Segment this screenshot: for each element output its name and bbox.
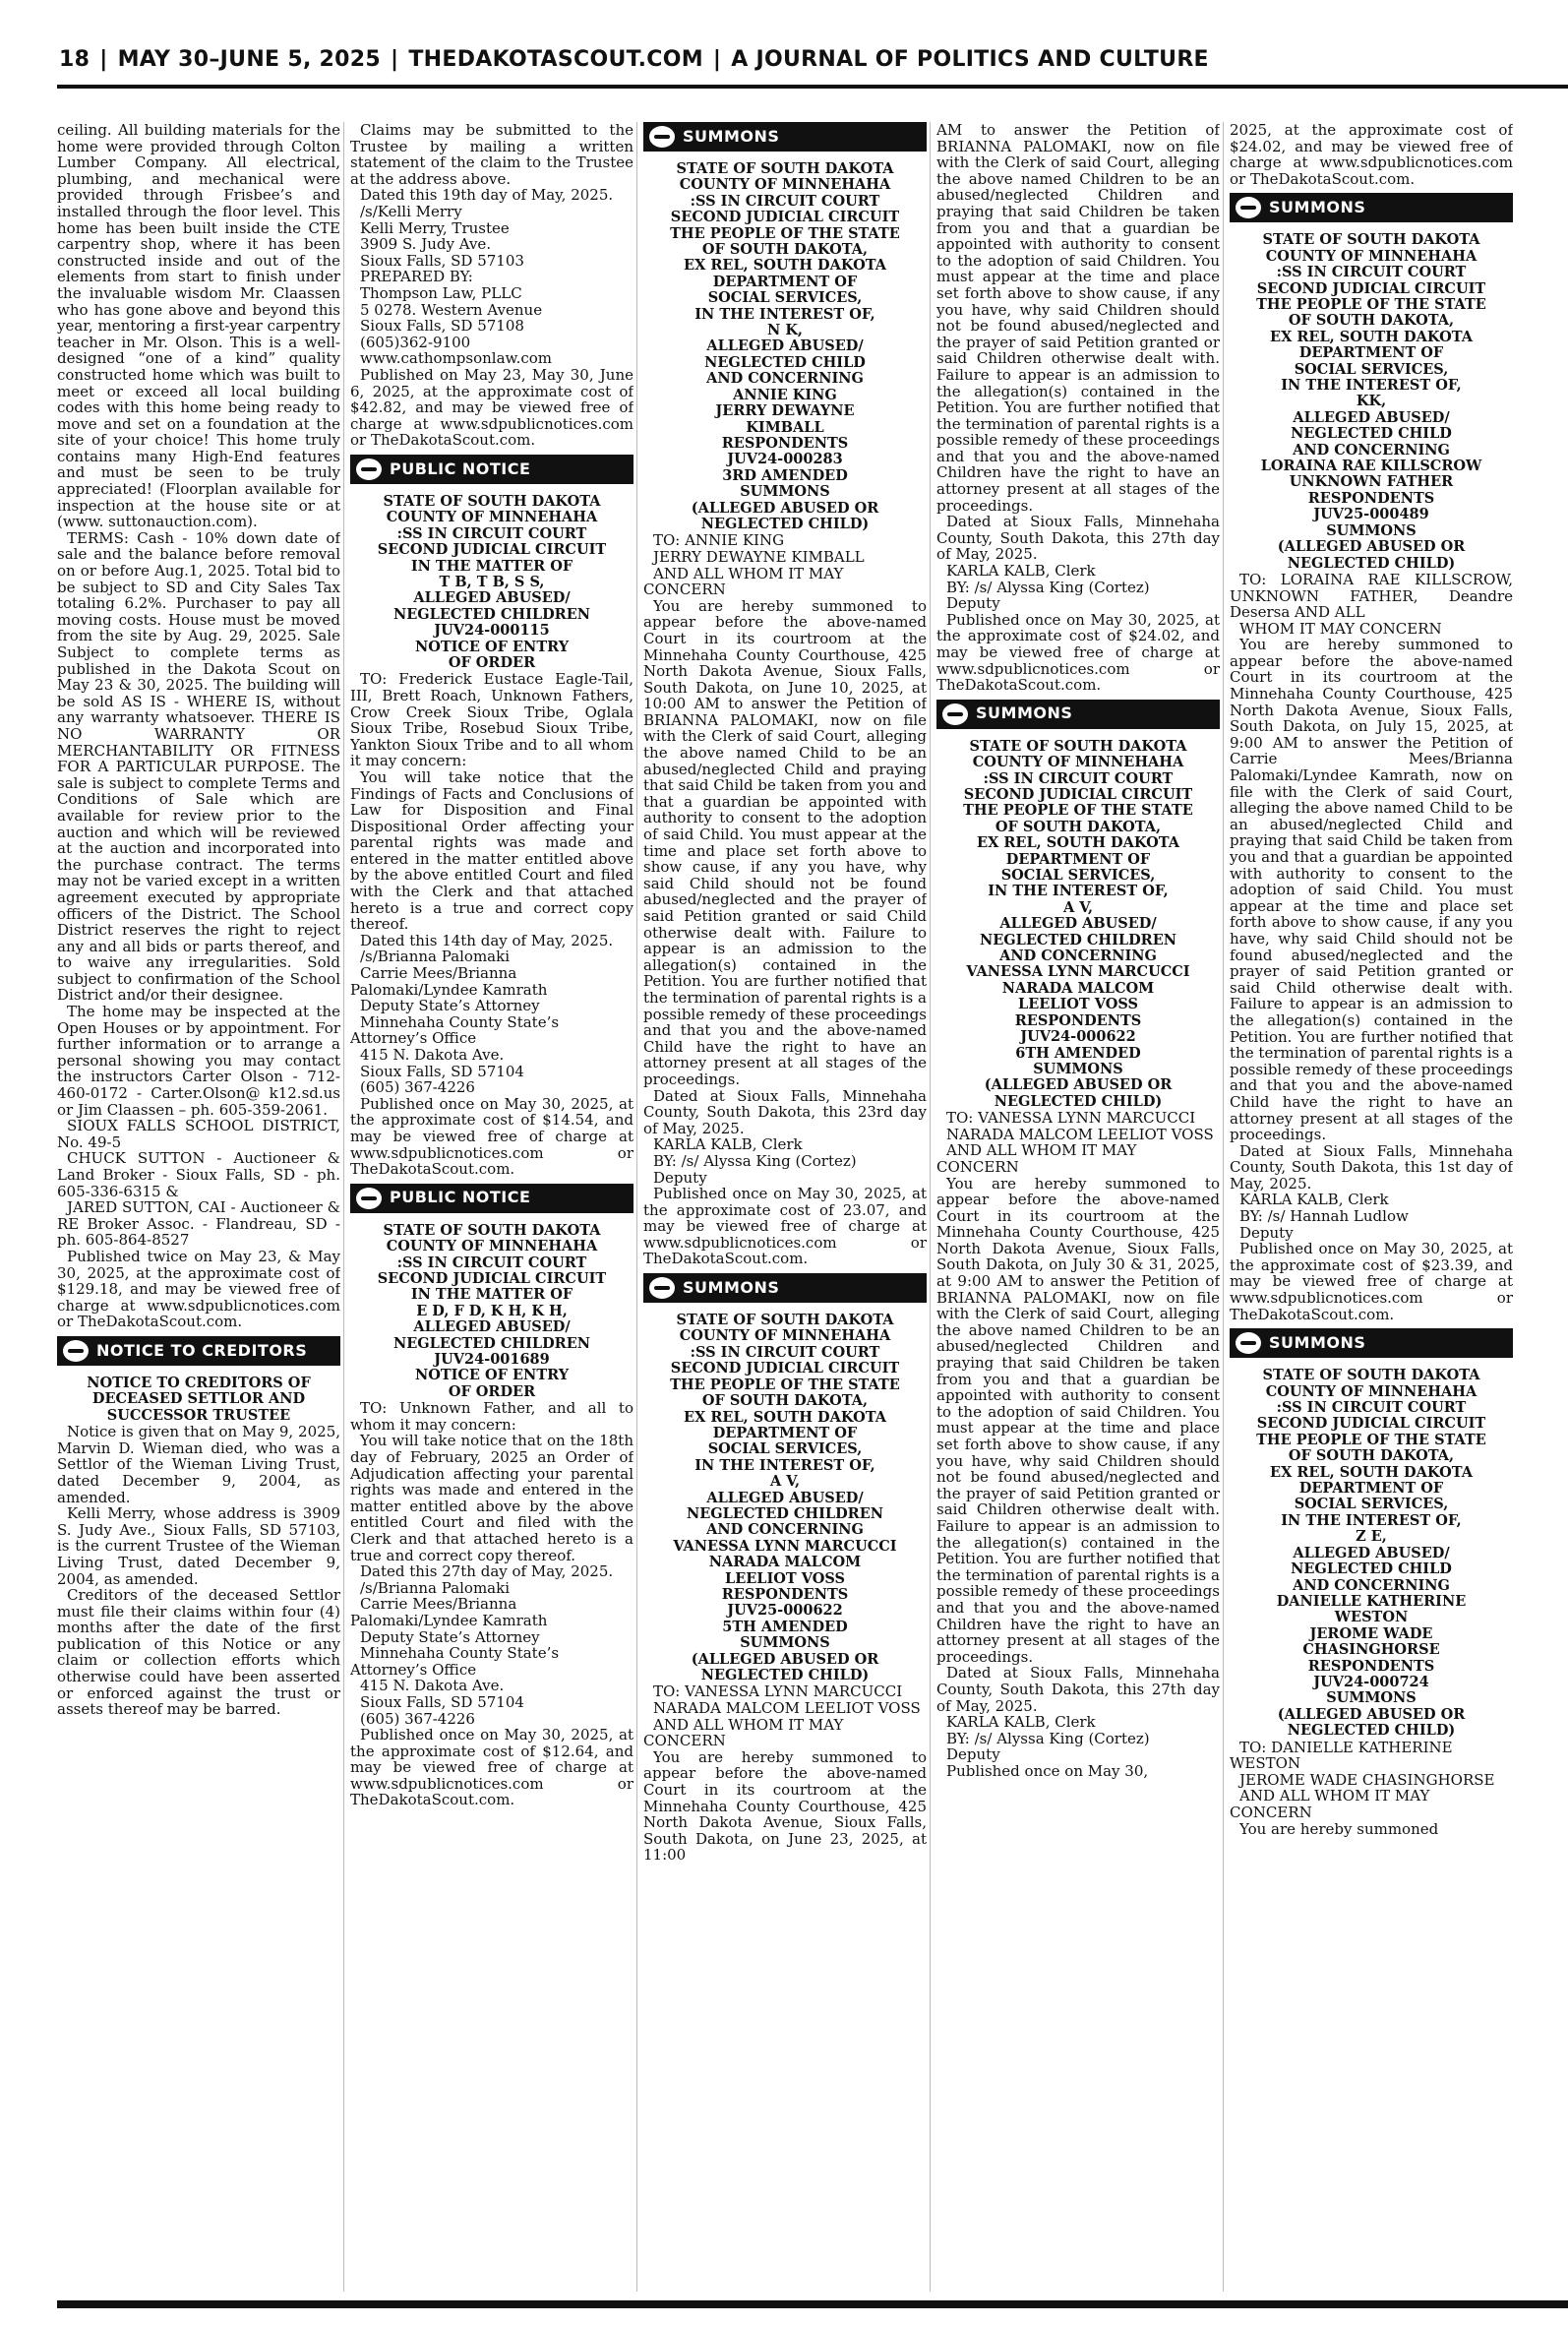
notice-paragraph: JARED SUTTON, CAI - Auctioneer & RE Broker Assoc. - Flandreau, SD - ph. 605-864-8527: [57, 1198, 340, 1250]
notice-heading: RESPONDENTS: [1307, 489, 1435, 507]
notice-heading: AND CONCERNING: [706, 1521, 864, 1539]
notice-line: TO: VANESSA LYNN MARCUCCI: [653, 1683, 903, 1701]
header-rule: [57, 85, 1568, 89]
notice-line: 5 0278. Western Avenue: [360, 300, 543, 319]
notice-heading: DEPARTMENT OF: [712, 1424, 858, 1441]
notice-line: (605) 367-4226: [360, 1709, 475, 1728]
notice-heading: STATE OF SOUTH DAKOTA: [383, 492, 601, 510]
notice-heading: THE PEOPLE OF THE STATE: [963, 802, 1193, 820]
notice-paragraph: AM to answer the Petition of BRIANNA PALOMAKI, now on file with the Clerk of said Court, alleging the above named Children to be an abused/neglected Children and praying that said Children be taken from you and that a guardian be appointed with authority to consent to the adoption of said Children. You must appear at the time and place set forth above to show cause, if any you have, why said Children should not be found abused/neglected and the prayer of said Petition granted or said Children otherwise dealt with. Failure to appear is an admission to the allegation(s) contained in the Petition. You are further notified that the termination of parental rights is a possible remedy of these proceedings and that you and the above-named Children have the right to have an attorney present at all stages of the proceedings.: [936, 122, 1220, 515]
scout-logo-icon: [649, 1277, 675, 1299]
notice-line: 3909 S. Judy Ave.: [360, 235, 492, 254]
notice-heading: VANESSA LYNN MARCUCCI: [966, 963, 1190, 981]
notice-line: AND ALL WHOM IT MAY CONCERN: [936, 1141, 1137, 1176]
notice-paragraph: Claims may be submitted to the Trustee by mailing a written statement of the claim to the Trustee at the address above.: [350, 122, 633, 188]
notice-line: Deputy: [653, 1168, 707, 1187]
notice-paragraph: Dated at Sioux Falls, Minnehaha County, South Dakota, this 27th day of May, 2025.: [936, 513, 1220, 564]
notice-heading: RESPONDENTS: [721, 1585, 849, 1603]
notice-paragraph: You are hereby summoned to appear before the above-named Court in its courtroom at the Minnehaha County Courthouse, 425 North Dakota Avenue, Sioux Falls, South Dakota, on July 15, 2025, at 9:00 AM to answer the Petition of Carrie Mees/Brianna Palomaki/Lyndee Kamrath, now on file with the Clerk of said Court, alleging the above named Child to be an abused/neglected Child and praying that said Child be taken from you and that a guardian be appointed with authority to consent to the adoption of said Child. You must appear at the time and place set forth above to show cause, if any you have, why said Child should not be found abused/neglected and the prayer of said Petition granted or said Child otherwise dealt with. Failure to appear is an admission to the allegation(s) contained in the Petition. You are further notified that the termination of parental rights is a possible remedy of these proceedings and that you and the above-named Child have the right to have an attorney present at all stages of the proceedings.: [1230, 636, 1513, 1144]
notice-line: Deputy: [946, 1745, 1000, 1764]
notice-heading: :SS IN CIRCUIT COURT: [396, 524, 587, 542]
section-banner: [1230, 1328, 1513, 1358]
notice-paragraph: Published once on May 30, 2025, at the approximate cost of 23.07, and may be viewed free of charge at www.sdpublicnotices.com or TheDakotaScout.com.: [643, 1185, 927, 1268]
banner-label: PUBLIC NOTICE: [390, 459, 531, 478]
scout-logo-icon: [649, 126, 675, 148]
notice-heading: :SS IN CIRCUIT COURT: [690, 192, 880, 210]
notice-line: BY: /s/ Alyssa King (Cortez): [946, 1729, 1150, 1747]
notice-heading: OF ORDER: [448, 1382, 536, 1400]
notice-heading: (ALLEGED ABUSED OR: [1277, 1705, 1466, 1723]
page-number: 18: [59, 47, 90, 72]
notice-line: Minnehaha County State’s Attorney’s Office: [350, 1644, 560, 1679]
notice-heading: OF SOUTH DAKOTA,: [995, 818, 1162, 835]
notice-heading: NEGLECTED CHILD: [1291, 425, 1452, 443]
notice-heading: EX REL, SOUTH DAKOTA: [684, 257, 886, 275]
notice-line: TO: ANNIE KING: [653, 531, 785, 550]
notice-heading: NARADA MALCOM: [708, 1554, 862, 1571]
notice-heading: :SS IN CIRCUIT COURT: [396, 1254, 587, 1271]
notice-heading: STATE OF SOUTH DAKOTA: [676, 1312, 894, 1329]
notice-heading: SECOND JUDICIAL CIRCUIT: [377, 1269, 607, 1287]
notice-heading: IN THE INTEREST OF,: [694, 305, 875, 323]
notice-heading: SECOND JUDICIAL CIRCUIT: [963, 786, 1193, 803]
notice-heading: OF SOUTH DAKOTA,: [1288, 312, 1455, 330]
notice-heading: LEELIOT VOSS: [1018, 996, 1138, 1013]
notice-heading: RESPONDENTS: [1307, 1657, 1435, 1675]
notice-line: /s/Kelli Merry: [360, 202, 462, 220]
notice-line: NARADA MALCOM LEELIOT VOSS: [653, 1699, 921, 1717]
notice-heading: E D, F D, K H, K H,: [416, 1302, 568, 1319]
notice-heading: ALLEGED ABUSED/: [1293, 1544, 1450, 1561]
notice-heading: JUV25-000622: [727, 1602, 843, 1620]
banner-label: PUBLIC NOTICE: [390, 1188, 531, 1207]
notice-line: TO: VANESSA LYNN MARCUCCI: [946, 1109, 1196, 1128]
notice-heading: LEELIOT VOSS: [725, 1569, 845, 1587]
notice-paragraph: Published twice on May 23, & May 30, 2025, at the approximate cost of $129.18, and may be viewed free of charge at www.sdpublicnotices.com or TheDakotaScout.com.: [57, 1247, 340, 1331]
notice-heading: JUV24-000622: [1020, 1028, 1136, 1046]
notice-paragraph: SIOUX FALLS SCHOOL DISTRICT, No. 49-5: [57, 1117, 340, 1151]
notice-heading: VANESSA LYNN MARCUCCI: [673, 1537, 897, 1555]
notice-heading: 5TH AMENDED: [722, 1618, 848, 1635]
notice-heading: SUMMONS: [740, 1634, 830, 1652]
notice-heading: SUMMONS: [1326, 521, 1417, 539]
notice-heading: SOCIAL SERVICES,: [1294, 1496, 1449, 1513]
notice-paragraph: Dated at Sioux Falls, Minnehaha County, South Dakota, this 1st day of May, 2025.: [1230, 1141, 1513, 1193]
notice-heading: THE PEOPLE OF THE STATE: [670, 1376, 900, 1393]
notice-heading: COUNTY OF MINNEHAHA: [1265, 1382, 1478, 1400]
notice-paragraph: CHUCK SUTTON - Auctioneer & Land Broker - Sioux Falls, SD - ph. 605-336-6315 &: [57, 1149, 340, 1200]
notice-line: Kelli Merry, Trustee: [360, 218, 510, 237]
notice-line: Deputy: [1239, 1223, 1294, 1242]
scout-logo-icon: [942, 704, 968, 725]
notice-heading: SECOND JUDICIAL CIRCUIT: [1256, 1415, 1486, 1433]
notice-line: Sioux Falls, SD 57108: [360, 317, 524, 336]
notice-heading: JUV24-001689: [434, 1351, 550, 1368]
notice-line: Dated this 27th day of May, 2025.: [360, 1562, 614, 1581]
header-separator: |: [99, 47, 108, 72]
notice-heading: AND CONCERNING: [1293, 1576, 1450, 1594]
notice-heading: 6TH AMENDED: [1015, 1044, 1141, 1062]
notice-line: PREPARED BY:: [360, 268, 473, 286]
notice-heading: SECOND JUDICIAL CIRCUIT: [377, 541, 607, 559]
notice-line: NARADA MALCOM LEELIOT VOSS: [946, 1125, 1214, 1143]
column-divider: [930, 122, 931, 2292]
notice-heading: :SS IN CIRCUIT COURT: [1276, 1399, 1467, 1417]
notice-paragraph: Published once on May 30, 2025, at the approximate cost of $14.54, and may be viewed free of charge at www.sdpublicnotices.com or TheDakotaScout.com.: [350, 1094, 633, 1179]
notice-heading: IN THE INTEREST OF,: [694, 1456, 875, 1474]
notice-paragraph: Creditors of the deceased Settlor must file their claims within four (4) months after the date of the first publication of this Notice or any claim or collection efforts which otherwise could have been asserted or enforced against the trust or assets thereof may be barred.: [57, 1586, 340, 1719]
banner-label: SUMMONS: [1269, 198, 1366, 217]
banner-label: SUMMONS: [683, 126, 780, 146]
column-4: [936, 122, 1220, 2292]
notice-line: (605) 367-4226: [360, 1078, 475, 1097]
section-banner: [936, 700, 1220, 729]
notice-line: KARLA KALB, Clerk: [946, 562, 1096, 581]
notice-paragraph: You are hereby summoned: [1239, 1819, 1439, 1838]
notice-line: JERRY DEWAYNE KIMBALL: [653, 547, 865, 566]
column-1: [57, 122, 340, 2292]
notice-heading: IN THE MATTER OF: [410, 1286, 573, 1304]
notice-heading: EX REL, SOUTH DAKOTA: [1270, 1463, 1473, 1481]
notice-heading: THE PEOPLE OF THE STATE: [1256, 296, 1486, 313]
notice-line: Sioux Falls, SD 57104: [360, 1692, 524, 1711]
notice-heading: SOCIAL SERVICES,: [707, 1440, 863, 1458]
notice-paragraph: Published once on May 30, 2025, at the approximate cost of $24.02, and may be viewed free of charge at www.sdpublicnotices.com or TheDakotaScout.com.: [936, 610, 1220, 695]
banner-label: NOTICE TO CREDITORS: [96, 1340, 308, 1360]
notice-heading: (ALLEGED ABUSED OR: [691, 499, 879, 517]
notice-line: /s/Brianna Palomaki: [360, 948, 511, 966]
column-5: [1230, 122, 1513, 2292]
notice-line: Carrie Mees/Brianna Palomaki/Lyndee Kamrath: [350, 964, 548, 999]
section-banner: [643, 122, 927, 152]
notice-paragraph: TO: LORAINA RAE KILLSCROW, UNKNOWN FATHER, Deandre Desersa AND ALL: [1230, 570, 1513, 622]
notice-heading: STATE OF SOUTH DAKOTA: [1262, 1367, 1480, 1384]
notice-heading: STATE OF SOUTH DAKOTA: [383, 1221, 601, 1239]
header-separator: |: [391, 47, 399, 72]
notice-heading: SECOND JUDICIAL CIRCUIT: [670, 1360, 900, 1377]
notice-line: 415 N. Dakota Ave.: [360, 1046, 505, 1064]
notice-line: Sioux Falls, SD 57104: [360, 1062, 524, 1080]
scout-logo-icon: [63, 1340, 89, 1362]
notice-heading: NEGLECTED CHILD: [1291, 1560, 1452, 1578]
notice-heading: AND CONCERNING: [706, 370, 864, 388]
notice-heading: SECOND JUDICIAL CIRCUIT: [670, 209, 900, 226]
notice-heading: STATE OF SOUTH DAKOTA: [969, 737, 1187, 755]
notice-line: BY: /s/ Alyssa King (Cortez): [946, 578, 1150, 596]
notice-line: (605)362-9100: [360, 333, 471, 351]
notice-heading: RESPONDENTS: [1014, 1011, 1142, 1029]
notice-heading: KIMBALL: [746, 418, 824, 436]
notice-heading: OF SOUTH DAKOTA,: [701, 1392, 869, 1410]
notice-heading: EX REL, SOUTH DAKOTA: [684, 1408, 886, 1426]
notice-paragraph: You are hereby summoned to appear before the above-named Court in its courtroom at the Minnehaha County Courthouse, 425 North Dakota Avenue, Sioux Falls, South Dakota, on July 30 & 31, 2025, at 9:00 AM to answer the Petition of BRIANNA PALOMAKI, now on file with the Clerk of said Court, alleging the above named Children to be an abused/neglected Children and praying that said Children be taken from you and that a guardian be appointed with authority to consent to the adoption of said Children. You must appear at the time and place set forth above to show cause, if any you have, why said Children should not be found abused/neglected and the prayer of said Petition granted or said Children otherwise dealt with. Failure to appear is an admission to the allegation(s) contained in the Petition. You are further notified that the termination of parental rights is a possible remedy of these proceedings and that you and the above-named Children have the right to have an attorney present at all stages of the proceedings.: [936, 1174, 1220, 1666]
column-divider: [636, 122, 637, 2292]
footer-rule: [57, 2300, 1568, 2308]
notice-heading: A V,: [769, 1473, 801, 1491]
notice-heading: DANIELLE KATHERINE: [1276, 1592, 1467, 1610]
notice-heading: 3RD AMENDED: [722, 466, 848, 484]
notice-heading: :SS IN CIRCUIT COURT: [690, 1343, 880, 1361]
notice-paragraph: Kelli Merry, whose address is 3909 S. Judy Ave., Sioux Falls, SD 57103, is the current Trustee of the Wieman Living Trust, dated December 9, 2004, as amended.: [57, 1504, 340, 1588]
notice-heading: ALLEGED ABUSED/: [413, 1318, 571, 1336]
notice-heading: COUNTY OF MINNEHAHA: [679, 176, 891, 194]
notice-line: Sioux Falls, SD 57103: [360, 251, 524, 270]
column-divider: [343, 122, 344, 2292]
notice-heading: UNKNOWN FATHER: [1289, 473, 1454, 491]
notice-heading: NEGLECTED CHILDREN: [979, 931, 1177, 948]
notice-heading: NEGLECTED CHILDREN: [686, 1504, 884, 1522]
notice-heading: DECEASED SETTLOR AND: [91, 1390, 306, 1408]
notice-heading: (ALLEGED ABUSED OR: [984, 1076, 1173, 1094]
notice-heading: OF SOUTH DAKOTA,: [701, 241, 869, 259]
notice-heading: EX REL, SOUTH DAKOTA: [1270, 328, 1473, 345]
notice-line: Dated this 14th day of May, 2025.: [360, 931, 614, 949]
notice-paragraph: You will take notice that the Findings of Facts and Conclusions of Law for Disposition and Final Dispositional Order affecting your parental rights was made and entered in the matter entitled above by the above entitled Court and filed with the Clerk and that attached hereto is a true and correct copy thereof.: [350, 767, 633, 934]
notice-heading: JERRY DEWAYNE: [715, 402, 855, 420]
section-banner: [350, 455, 633, 484]
notice-line: Deputy State’s Attorney: [360, 997, 540, 1015]
notice-heading: SOCIAL SERVICES,: [707, 289, 863, 307]
notice-heading: IN THE INTEREST OF,: [1281, 377, 1462, 395]
notice-heading: NOTICE TO CREDITORS OF: [87, 1374, 311, 1391]
notice-line: 415 N. Dakota Ave.: [360, 1677, 505, 1695]
notice-paragraph: Published once on May 30, 2025, at the approximate cost of $23.39, and may be viewed free of charge at www.sdpublicnotices.com or TheDakotaScout.com.: [1230, 1240, 1513, 1323]
notice-heading: ALLEGED ABUSED/: [413, 589, 571, 607]
notice-heading: N K,: [767, 322, 803, 339]
header-separator: |: [712, 47, 722, 72]
notice-heading: NEGLECTED CHILD): [994, 1092, 1163, 1110]
notice-heading: SOCIAL SERVICES,: [1294, 360, 1449, 378]
notice-heading: NEGLECTED CHILD): [1287, 554, 1456, 572]
notice-heading: LORAINA RAE KILLSCROW: [1260, 458, 1482, 475]
notice-heading: (ALLEGED ABUSED OR: [1277, 538, 1466, 556]
notice-heading: RESPONDENTS: [721, 434, 849, 452]
notice-heading: DEPARTMENT OF: [1005, 850, 1151, 868]
notice-heading: JUV24-000724: [1313, 1673, 1429, 1690]
notice-heading: NEGLECTED CHILD): [700, 1667, 870, 1683]
notice-heading: IN THE INTEREST OF,: [988, 883, 1169, 900]
notice-heading: SUMMONS: [1033, 1060, 1123, 1077]
notice-heading: SOCIAL SERVICES,: [1000, 867, 1156, 885]
notice-line: BY: /s/ Alyssa King (Cortez): [653, 1151, 857, 1170]
notice-line: AND ALL WHOM IT MAY CONCERN: [1230, 1787, 1430, 1821]
notice-line: Minnehaha County State’s Attorney’s Office: [350, 1012, 560, 1048]
notice-heading: SECOND JUDICIAL CIRCUIT: [1256, 279, 1486, 297]
notice-line: Dated this 19th day of May, 2025.: [360, 186, 614, 205]
notice-heading: NEGLECTED CHILD): [700, 515, 870, 532]
column-divider: [1223, 122, 1224, 2292]
notice-line: AND ALL WHOM IT MAY CONCERN: [643, 1715, 844, 1750]
notice-line: KARLA KALB, Clerk: [653, 1135, 803, 1154]
issue-dates: MAY 30–JUNE 5, 2025: [117, 47, 381, 72]
tagline: A JOURNAL OF POLITICS AND CULTURE: [731, 47, 1209, 72]
notice-heading: JEROME WADE: [1309, 1624, 1433, 1642]
notice-paragraph: You are hereby summoned to appear before the above-named Court in its courtroom at the Minnehaha County Courthouse, 425 North Dakota Avenue, Sioux Falls, South Dakota, on June 23, 2025, at 11:00: [643, 1747, 927, 1865]
notice-paragraph: Dated at Sioux Falls, Minnehaha County, South Dakota, this 23rd day of May, 2025.: [643, 1086, 927, 1137]
notice-paragraph: You are hereby summoned to appear before the above-named Court in its courtroom at the Minnehaha County Courthouse, 425 North Dakota Avenue, Sioux Falls, South Dakota, on June 10, 2025, at 10:00 AM to answer the Petition of BRIANNA PALOMAKI, now on file with the Clerk of said Court, alleging the above named Child to be an abused/neglected Child and praying that said Child be taken from you and that a guardian be appointed with authority to consent to the adoption of said Child. You must appear at the time and place set forth above to show cause, if any you have, why said Child should not be found abused/neglected and the prayer of said Petition granted or said Child otherwise dealt with. Failure to appear is an admission to the allegation(s) contained in the Petition. You are further notified that the termination of parental rights is a possible remedy of these proceedings and that you and the above-named Child have the right to have an attorney present at all stages of the proceedings.: [643, 596, 927, 1088]
banner-label: SUMMONS: [683, 1277, 780, 1297]
notice-line: WHOM IT MAY CONCERN: [1239, 619, 1442, 638]
notice-heading: CHASINGHORSE: [1302, 1641, 1440, 1659]
notice-line: Carrie Mees/Brianna Palomaki/Lyndee Kamrath: [350, 1595, 548, 1629]
notice-line: JEROME WADE CHASINGHORSE: [1239, 1770, 1495, 1789]
notice-paragraph: Notice is given that on May 9, 2025, Marvin D. Wieman died, who was a Settlor of the Wieman Living Trust, dated December 9, 2004, as amended.: [57, 1423, 340, 1506]
notice-line: KARLA KALB, Clerk: [946, 1713, 1096, 1732]
section-banner: [350, 1184, 633, 1213]
notice-heading: ANNIE KING: [733, 386, 837, 403]
notice-paragraph: 2025, at the approximate cost of $24.02, and may be viewed free of charge at www.sdpublicnotices.com or TheDakotaScout.com.: [1230, 122, 1513, 188]
notice-heading: SUMMONS: [1326, 1689, 1417, 1707]
notice-heading: KK,: [1356, 393, 1387, 410]
notice-heading: :SS IN CIRCUIT COURT: [983, 769, 1174, 787]
banner-label: SUMMONS: [1269, 1332, 1366, 1352]
scout-logo-icon: [1236, 1332, 1261, 1354]
notice-heading: THE PEOPLE OF THE STATE: [1256, 1431, 1486, 1448]
notice-heading: OF SOUTH DAKOTA,: [1288, 1447, 1455, 1465]
notice-heading: T B, T B, S S,: [439, 573, 545, 590]
notice-heading: NEGLECTED CHILD: [704, 353, 866, 371]
notice-heading: NARADA MALCOM: [1001, 979, 1155, 997]
notice-heading: COUNTY OF MINNEHAHA: [679, 1327, 891, 1345]
notice-heading: DEPARTMENT OF: [1298, 1480, 1444, 1498]
page-header: [59, 47, 1568, 87]
column-3: [643, 122, 927, 2292]
notice-heading: ALLEGED ABUSED/: [1293, 408, 1450, 426]
notice-heading: COUNTY OF MINNEHAHA: [1265, 247, 1478, 265]
notice-line: /s/Brianna Palomaki: [360, 1578, 511, 1597]
notice-line: BY: /s/ Hannah Ludlow: [1239, 1207, 1409, 1226]
section-banner: [1230, 193, 1513, 222]
notice-paragraph: TO: Unknown Father, and all to whom it may concern:: [350, 1399, 633, 1434]
notice-heading: JUV25-000489: [1313, 506, 1429, 523]
notice-heading: NEGLECTED CHILDREN: [392, 605, 591, 623]
notice-heading: :SS IN CIRCUIT COURT: [1276, 264, 1467, 281]
banner-label: SUMMONS: [976, 704, 1073, 723]
scout-logo-icon: [356, 459, 382, 480]
notice-paragraph: TERMS: Cash - 10% down date of sale and the balance before removal on or before Aug.1, 2025. Total bid to be subject to SD and City Sales Tax totaling 6.2%. Purchaser to pay all moving costs. House must be moved from the site by Aug. 29, 2025. Sale Subject to complete terms as published in the Dakota Scout on May 23 & 30, 2025. The building will be sold AS IS - WHERE IS, without any warranty whatsoever. THERE IS NO WARRANTY OR MERCHANTABILITY OR FITNESS FOR A PARTICULAR PURPOSE. The sale is subject to complete Terms and Conditions of Sale which are available for review prior to the auction and which will be reviewed at the auction and incorporated into the purchase contract. The terms may not be varied except in a written agreement executed by appropriate officers of the District. The School District reserves the right to reject any and all bids or parts thereof, and to waive any irregularities. Sold subject to confirmation of the School District and/or their designee.: [57, 528, 340, 1005]
notice-line: KARLA KALB, Clerk: [1239, 1191, 1389, 1209]
notice-heading: STATE OF SOUTH DAKOTA: [1262, 231, 1480, 249]
notice-heading: NOTICE OF ENTRY: [414, 1367, 570, 1384]
notice-line: Thompson Law, PLLC: [360, 283, 522, 302]
scout-logo-icon: [1236, 197, 1261, 218]
scout-logo-icon: [356, 1188, 382, 1209]
column-2: [350, 122, 633, 2292]
site-name[interactable]: THEDAKOTASCOUT.COM: [408, 47, 703, 72]
section-banner: [57, 1336, 340, 1366]
notice-heading: DEPARTMENT OF: [1298, 344, 1444, 362]
notice-line: Published once on May 30,: [946, 1761, 1149, 1780]
notice-paragraph: TO: Frederick Eustace Eagle-Tail, III, Brett Roach, Unknown Fathers, Crow Creek Sioux Tribe, Oglala Sioux Tribe, Rosebud Sioux Tribe, Yankton Sioux Tribe and to all whom it may concern:: [350, 670, 633, 770]
notice-heading: NOTICE OF ENTRY: [414, 638, 570, 655]
notice-heading: IN THE INTEREST OF,: [1281, 1511, 1462, 1529]
notice-heading: COUNTY OF MINNEHAHA: [972, 754, 1184, 771]
notice-heading: NEGLECTED CHILD): [1287, 1722, 1456, 1740]
notice-heading: ALLEGED ABUSED/: [999, 915, 1157, 933]
notice-line: AND ALL WHOM IT MAY CONCERN: [643, 564, 844, 599]
notice-heading: DEPARTMENT OF: [712, 273, 858, 290]
notice-heading: Z E,: [1356, 1528, 1387, 1546]
notice-line: Deputy: [946, 594, 1000, 613]
notice-line: Deputy State’s Attorney: [360, 1627, 540, 1646]
notice-heading: JUV24-000283: [727, 451, 843, 468]
notice-heading: A V,: [1062, 898, 1094, 916]
notice-heading: (ALLEGED ABUSED OR: [691, 1650, 879, 1668]
notice-heading: AND CONCERNING: [1293, 441, 1450, 459]
notice-heading: STATE OF SOUTH DAKOTA: [676, 160, 894, 177]
notice-heading: SUMMONS: [740, 483, 830, 501]
notice-heading: JUV24-000115: [434, 622, 550, 640]
notice-heading: COUNTY OF MINNEHAHA: [386, 509, 598, 526]
notice-heading: EX REL, SOUTH DAKOTA: [977, 834, 1179, 852]
notice-paragraph: ceiling. All building materials for the home were provided through Colton Lumber Company. All electrical, plumbing, and mechanical were provided through Frisbee’s and installed through the floor level. This home has been built inside the CTE carpentry shop, where it has been constructed inside and out of the elements from start to finish under the invaluable wisdom Mr. Claassen who has gone above and beyond this year, mentoring a first-year carpentry teacher in Mr. Olson. This is a well-designed “one of a kind” quality constructed home which was built to meet or exceed all local building codes with this home being ready to move and set on a foundation at the site of your choice! This home truly contains many High-End features and must be seen to be truly appreciated! (Floorplan available for inspection at the house site or at (www. suttonauction.com).: [57, 122, 340, 531]
notice-paragraph: Published once on May 30, 2025, at the approximate cost of $12.64, and may be viewed free of charge at www.sdpublicnotices.com or TheDakotaScout.com.: [350, 1726, 633, 1809]
notice-paragraph: The home may be inspected at the Open Houses or by appointment. For further information or to arrange a personal showing you may contact the instructors Carter Olson - 712-460-0172 - Carter.Olson@ k12.sd.us or Jim Claassen – ph. 605-359-2061.: [57, 1003, 340, 1119]
notice-heading: NEGLECTED CHILDREN: [392, 1334, 591, 1352]
notice-heading: COUNTY OF MINNEHAHA: [386, 1238, 598, 1255]
section-banner: [643, 1273, 927, 1303]
notice-heading: AND CONCERNING: [999, 948, 1157, 965]
auction-notice-continued: [57, 122, 340, 1330]
notice-heading: ALLEGED ABUSED/: [706, 337, 864, 355]
notice-heading: THE PEOPLE OF THE STATE: [670, 224, 900, 242]
notice-paragraph: Published on May 23, May 30, June 6, 2025, at the approximate cost of $42.82, and may be viewed free of charge at www.sdpublicnotices.com or TheDakotaScout.com.: [350, 365, 633, 450]
notice-paragraph: You will take notice that on the 18th day of February, 2025 an Order of Adjudication affecting your parental rights was made and entered in the matter entitled above by the above entitled Court and filed with the Clerk and that attached hereto is a true and correct copy thereof.: [350, 1432, 633, 1564]
notice-line: TO: DANIELLE KATHERINE WESTON: [1230, 1738, 1453, 1773]
notice-heading: IN THE MATTER OF: [410, 557, 573, 575]
notice-heading: WESTON: [1334, 1609, 1409, 1626]
notice-heading: OF ORDER: [448, 653, 536, 671]
notice-line[interactable]: www.cathompsonlaw.com: [360, 349, 553, 368]
notice-heading: ALLEGED ABUSED/: [706, 1489, 864, 1506]
notice-heading: SUCCESSOR TRUSTEE: [106, 1406, 291, 1424]
notice-paragraph: Dated at Sioux Falls, Minnehaha County, South Dakota, this 27th day of May, 2025.: [936, 1664, 1220, 1715]
